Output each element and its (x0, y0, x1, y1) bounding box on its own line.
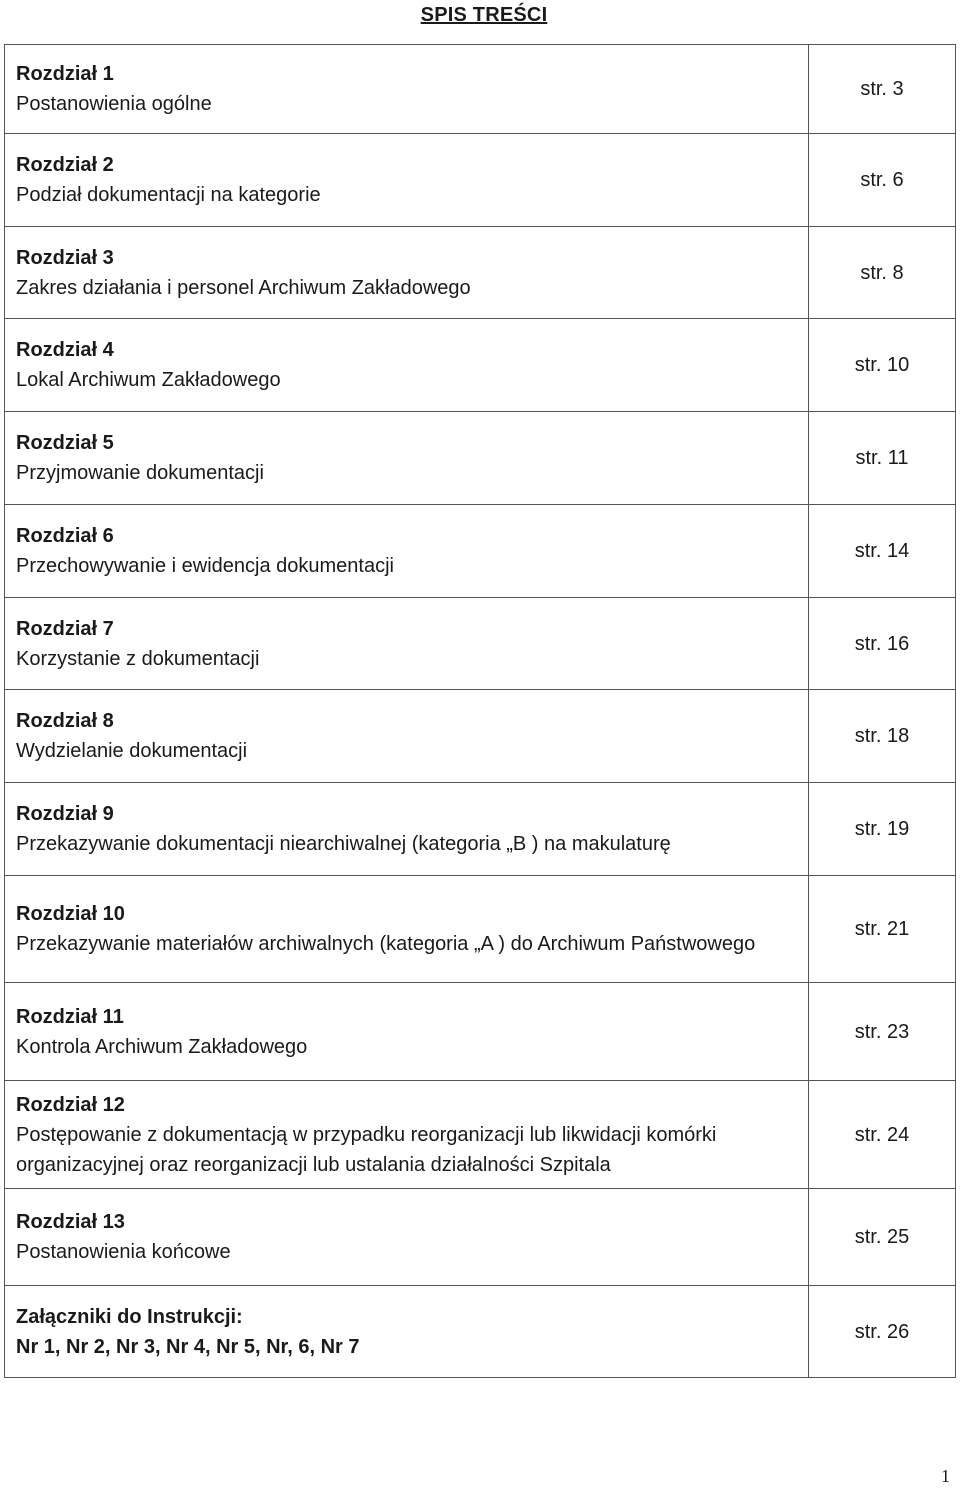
chapter-title: Postanowienia końcowe (16, 1241, 231, 1263)
chapter-number: Rozdział 2 (16, 154, 114, 176)
table-row (5, 983, 956, 1081)
toc-entry (5, 45, 809, 134)
page-ref: str. 10 (809, 319, 956, 412)
page-ref: str. 18 (809, 690, 956, 783)
chapter-number: Rozdział 4 (16, 339, 114, 361)
chapter-title: Lokal Archiwum Zakładowego (16, 369, 281, 391)
toc-entry (5, 983, 809, 1081)
attachments-heading: Załączniki do Instrukcji: (16, 1305, 243, 1328)
toc-entry (5, 783, 809, 876)
table-row (5, 134, 956, 227)
chapter-title: Przekazywanie dokumentacji niearchiwalnej (kategoria „B ) na makulaturę (16, 833, 671, 855)
table-row (5, 1189, 956, 1286)
chapter-number: Rozdział 13 (16, 1211, 125, 1233)
chapter-number: Rozdział 10 (16, 903, 125, 925)
chapter-number: Rozdział 1 (16, 63, 114, 85)
table-row (5, 783, 956, 876)
page-ref: str. 8 (809, 227, 956, 319)
chapter-title: Postanowienia ogólne (16, 93, 212, 115)
page-ref: str. 25 (809, 1189, 956, 1286)
toc-entry (5, 598, 809, 690)
table-row (5, 1081, 956, 1189)
toc-entry (5, 227, 809, 319)
chapter-title: Zakres działania i personel Archiwum Zakładowego (16, 276, 471, 299)
page-ref: str. 23 (809, 983, 956, 1081)
page-ref: str. 3 (809, 45, 956, 134)
table-row (5, 319, 956, 412)
toc-entry (5, 505, 809, 598)
page-title: SPIS TREŚCI (420, 4, 548, 26)
chapter-title: Wydzielanie dokumentacji (16, 740, 248, 762)
table-of-contents (4, 44, 956, 1378)
page-ref: str. 24 (809, 1081, 956, 1189)
page-ref: str. 14 (809, 505, 956, 598)
chapter-number: Rozdział 6 (16, 525, 114, 547)
page-ref: str. 16 (809, 598, 956, 690)
chapter-number: Rozdział 9 (16, 803, 114, 825)
table-row (5, 227, 956, 319)
toc-entry (5, 319, 809, 412)
chapter-number: Rozdział 11 (16, 1005, 124, 1028)
chapter-title: Postępowanie z dokumentacją w przypadku reorganizacji lub likwidacji komórki organizacyjnej oraz reorganizacji lub ustalania działalności Szpitala (16, 1123, 717, 1176)
toc-entry (5, 690, 809, 783)
page-number: 1 (941, 1466, 950, 1486)
table-row (5, 412, 956, 505)
chapter-title: Korzystanie z dokumentacji (16, 647, 260, 670)
chapter-title: Przechowywanie i ewidencja dokumentacji (16, 555, 394, 577)
toc-entry (5, 1286, 809, 1378)
chapter-number: Rozdział 12 (16, 1093, 125, 1116)
toc-entry (5, 412, 809, 505)
toc-entry (5, 876, 809, 983)
page-ref: str. 11 (809, 412, 956, 505)
page-ref: str. 6 (809, 134, 956, 227)
toc-entry (5, 1081, 809, 1189)
table-row (5, 45, 956, 134)
table-row (5, 1286, 956, 1378)
page-ref: str. 26 (809, 1286, 956, 1378)
chapter-number: Rozdział 3 (16, 246, 114, 269)
chapter-title: Przyjmowanie dokumentacji (16, 462, 264, 484)
toc-entry (5, 134, 809, 227)
table-row (5, 690, 956, 783)
table-row (5, 505, 956, 598)
chapter-number: Rozdział 5 (16, 432, 114, 454)
chapter-number: Rozdział 7 (16, 617, 114, 640)
table-row (5, 876, 956, 983)
table-row (5, 598, 956, 690)
toc-entry (5, 1189, 809, 1286)
page-ref: str. 19 (809, 783, 956, 876)
chapter-title: Podział dokumentacji na kategorie (16, 184, 321, 206)
attachments-list: Nr 1, Nr 2, Nr 3, Nr 4, Nr 5, Nr, 6, Nr 7 (16, 1335, 360, 1358)
chapter-number: Rozdział 8 (16, 710, 114, 732)
chapter-title: Przekazywanie materiałów archiwalnych (kategoria „A ) do Archiwum Państwowego (16, 933, 756, 955)
chapter-title: Kontrola Archiwum Zakładowego (16, 1035, 308, 1058)
page-ref: str. 21 (809, 876, 956, 983)
